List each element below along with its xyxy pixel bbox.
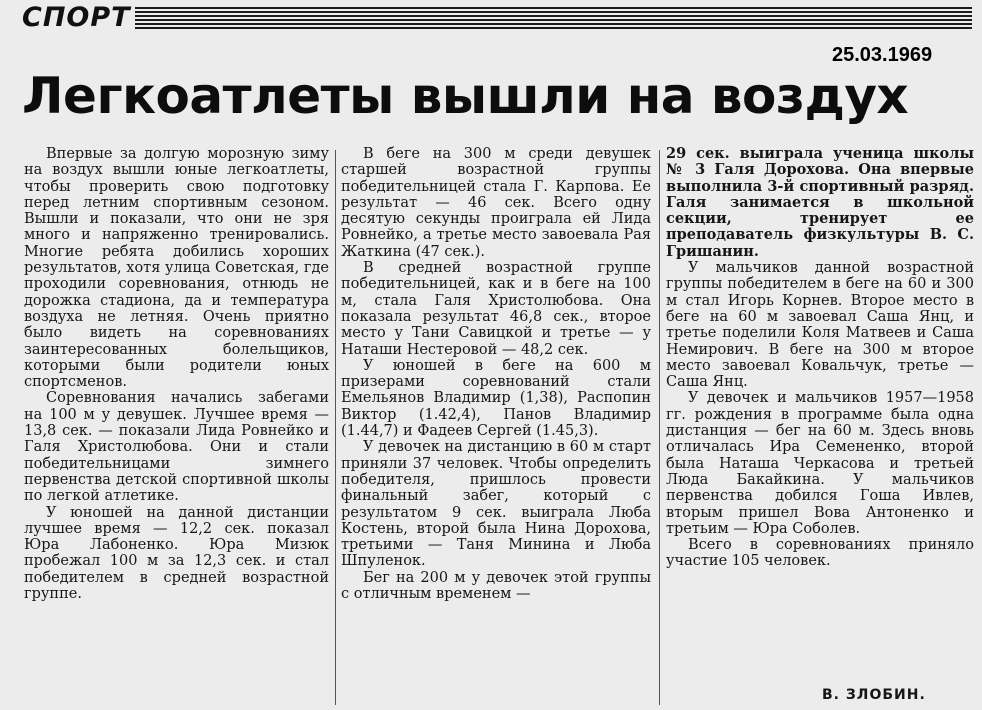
paragraph: У девочек на дистанцию в 60 м старт приняли 37 человек. Чтобы определить победителя, пришлось провести финальный забег, который с результатом 9 сек. выиграла Люба Костень, второй была Нина Дорохова, третьими — Таня Минина и Люба Шпуленок. bbox=[341, 439, 651, 570]
paragraph: У юношей на данной дистанции лучшее время — 12,2 сек. показал Юра Лабоненко. Юра Мизюк пробежал 100 м за 12,3 сек. и стал победителем в средней возрастной группе. bbox=[24, 504, 329, 603]
paragraph: Впервые за долгую морозную зиму на воздух вышли юные легкоатлеты, чтобы проверить свою подготовку перед летним спортивным сезоном. Вышли и показали, что они не зря много и напряженно тренировались. Многие ребята добились хороших результатов, хотя улица Советская, где проходили соревнования, отнюдь не дорожка стадиона, да и температура воздуха не летняя. Очень приятно было видеть на соревнованиях заинтересованных болельщиков, которыми были родители юных спортсменов. bbox=[24, 146, 329, 391]
paragraph: Соревнования начались забегами на 100 м у девушек. Лучшее время — 13,8 сек. — показали Лида Ровнейко и Галя Христолюбова. Они и стали победительницами зимнего первенства детской спортивной школы по легкой атлетике. bbox=[24, 390, 329, 505]
author-signature: В. ЗЛОБИН. bbox=[822, 687, 926, 703]
article-column-3 bbox=[666, 146, 974, 706]
column-divider bbox=[335, 150, 336, 705]
column-divider bbox=[659, 150, 660, 705]
paragraph: У мальчиков данной возрастной группы победителем в беге на 60 и 300 м стал Игорь Корнев. Второе место в беге на 60 м завоевал Саша Янц, и третье поделили Коля Матвеев и Саша Немирович. В беге на 300 м второе место завоевал Ковальчук, третье — Саша Янц. bbox=[666, 260, 974, 391]
rubric-label: СПОРТ bbox=[22, 2, 131, 33]
headline: Легкоатлеты вышли на воздух bbox=[22, 67, 909, 125]
rubric-rule bbox=[135, 7, 972, 29]
paragraph: В средней возрастной группе победительницей, как и в беге на 100 м, стала Галя Христолюбова. Она показала результат 46,8 сек., второе место у Тани Савицкой и третье — у Наташи Нестеровой — 48,2 сек. bbox=[341, 260, 651, 358]
paragraph: У юношей в беге на 600 м призерами соревнований стали Емельянов Владимир (1,38), Распопин Виктор (1.42,4), Панов Владимир (1.44,7) и Фадеев Сергей (1.45,3). bbox=[341, 357, 651, 440]
paragraph: В беге на 300 м среди девушек старшей возрастной группы победительницей стала Г. Карпова. Ее результат — 46 сек. Всего одну десятую секунды проиграла ей Лида Ровнейко, а третье место завоевала Рая Жаткина (47 сек.). bbox=[341, 146, 651, 260]
article-column-2 bbox=[341, 146, 651, 706]
paragraph: Бег на 200 м у девочек этой группы с отличным временем — bbox=[341, 569, 651, 603]
date-stamp: 25.03.1969 bbox=[832, 44, 933, 66]
paragraph: 29 сек. выиграла ученица школы № 3 Галя Дорохова. Она впервые выполнила 3-й спортивный разряд. Галя занимается в школьной секции, тренирует ее преподаватель физкультуры В. С. Гришанин. bbox=[666, 146, 974, 260]
article-column-1 bbox=[24, 146, 329, 706]
section-rubric bbox=[22, 2, 972, 34]
paragraph: У девочек и мальчиков 1957—1958 гг. рождения в программе была одна дистанция — бег на 60 м. Здесь вновь отличалась Ира Семененко, второй была Наташа Черкасова и третьей Люда Бакайкина. У мальчиков первенства добился Гоша Ивлев, вторым пришел Вова Антоненко и третьим — Юра Соболев. bbox=[666, 390, 974, 537]
paragraph: Всего в соревнованиях приняло участие 105 человек. bbox=[666, 537, 974, 570]
